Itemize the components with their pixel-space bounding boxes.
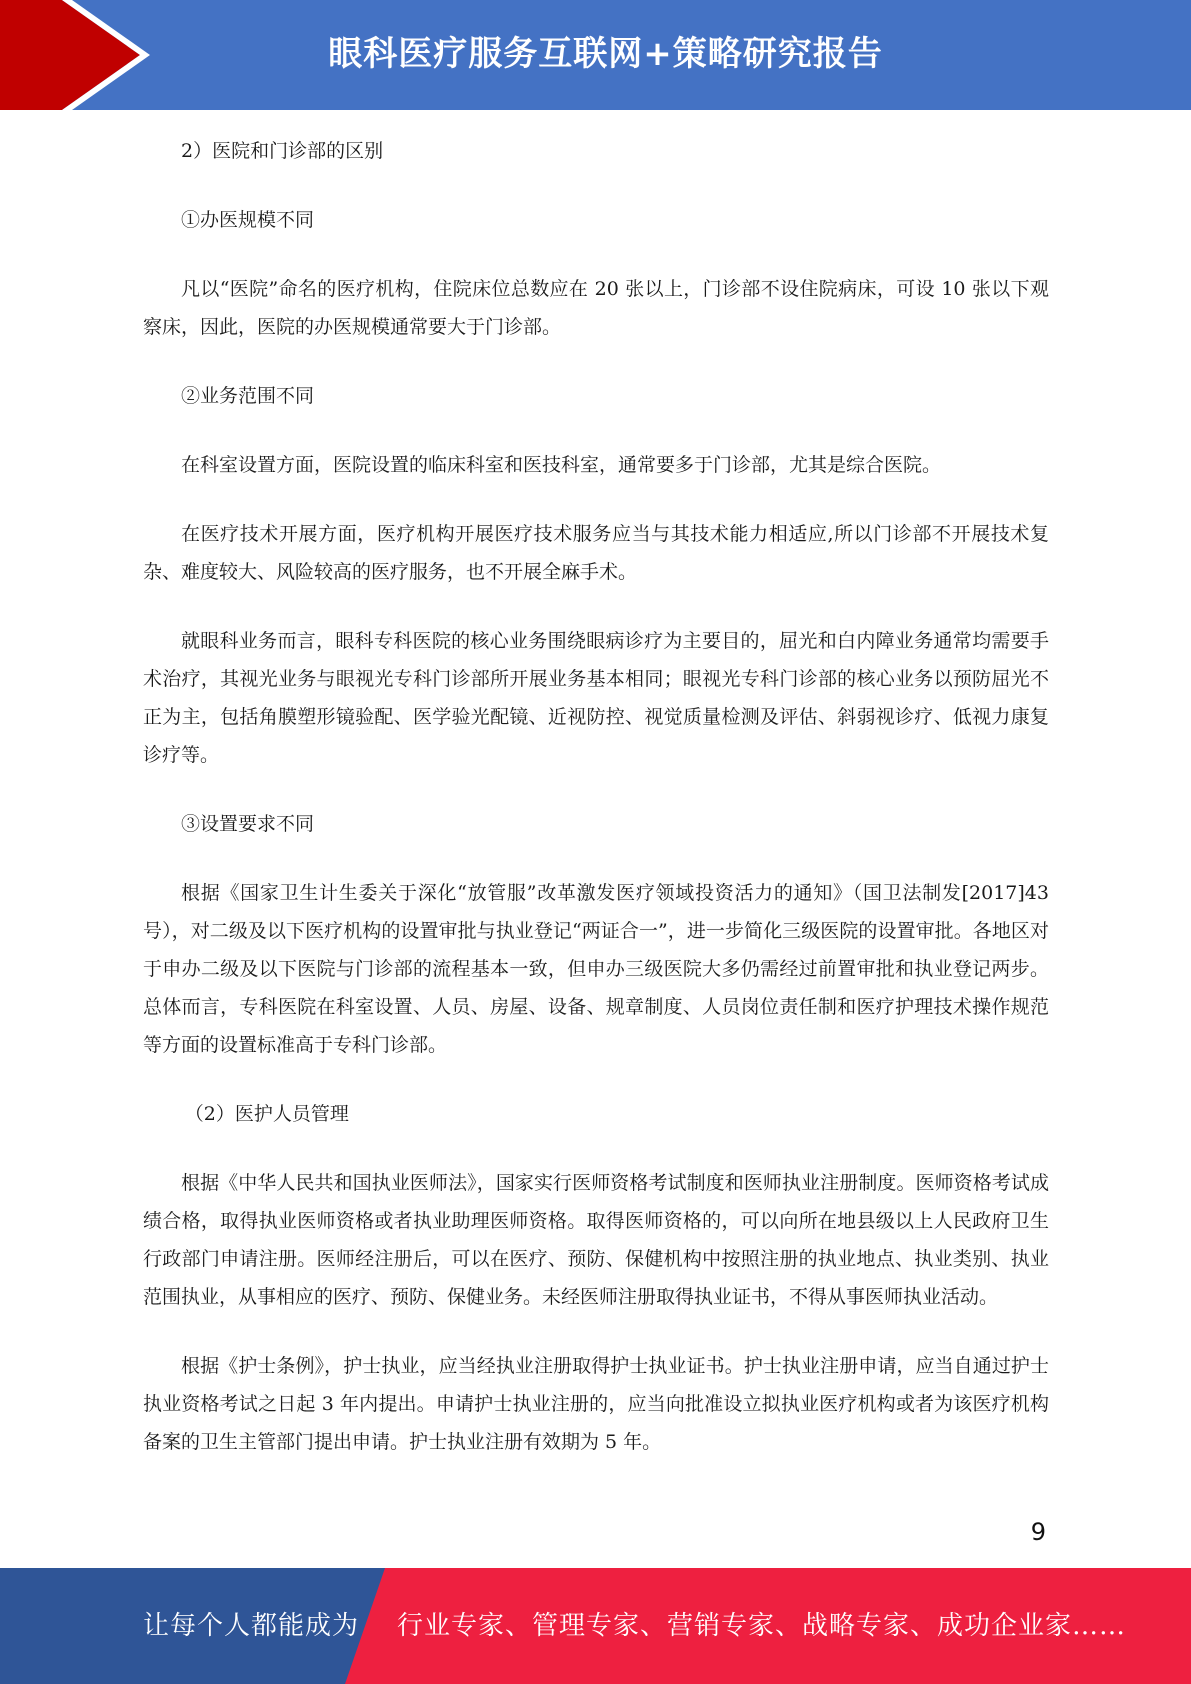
footer-slogan-left: 让每个人都能成为	[143, 1611, 360, 1641]
paragraph: 在科室设置方面，医院设置的临床科室和医技科室，通常要多于门诊部，尤其是综合医院。	[181, 454, 942, 476]
point-heading: ③设置要求不同	[181, 813, 315, 835]
page-footer	[0, 1568, 1191, 1684]
section-heading: （2）医护人员管理	[184, 1103, 349, 1125]
paragraph: 在医疗技术开展方面，医疗机构开展医疗技术服务应当与其技术能力相适应,所以门诊部不开展技术复杂、难度较大、风险较高的医疗服务，也不开展全麻手术。	[143, 523, 1049, 583]
document-body	[143, 132, 1049, 1492]
page-header	[0, 0, 1191, 110]
point-heading: ②业务范围不同	[181, 385, 315, 407]
paragraph: 根据《护士条例》，护士执业，应当经执业注册取得护士执业证书。护士执业注册申请，应当自通过护士执业资格考试之日起 3 年内提出。申请护士执业注册的，应当向批准设立拟执业医疗机构或者为该医疗机构备案的卫生主管部门提出申请。护士执业注册有效期为 5 年。	[143, 1355, 1049, 1453]
paragraph: 根据《国家卫生计生委关于深化“放管服”改革激发医疗领域投资活力的通知》（国卫法制发[2017]43 号），对二级及以下医疗机构的设置审批与执业登记“两证合一”，进一步简化三级医院的设置审批。各地区对于申办二级及以下医院与门诊部的流程基本一致，但申办三级医院大多仍需经过前置审批和执业登记两步。总体而言，专科医院在科室设置、人员、房屋、设备、规章制度、人员岗位责任制和医疗护理技术操作规范等方面的设置标准高于专科门诊部。	[143, 882, 1049, 1056]
page-number: 9	[1030, 1518, 1046, 1546]
paragraph: 就眼科业务而言，眼科专科医院的核心业务围绕眼病诊疗为主要目的，屈光和白内障业务通常均需要手术治疗，其视光业务与眼视光专科门诊部所开展业务基本相同；眼视光专科门诊部的核心业务以预防屈光不正为主，包括角膜塑形镜验配、医学验光配镜、近视防控、视觉质量检测及评估、斜弱视诊疗、低视力康复诊疗等。	[143, 630, 1049, 766]
subsection-heading: 2）医院和门诊部的区别	[181, 140, 384, 162]
footer-slogan-right: 行业专家、管理专家、营销专家、战略专家、成功企业家……	[397, 1611, 1127, 1641]
point-heading: ①办医规模不同	[181, 209, 315, 231]
paragraph: 凡以“医院”命名的医疗机构，住院床位总数应在 20 张以上，门诊部不设住院病床，可设 10 张以下观察床，因此，医院的办医规模通常要大于门诊部。	[143, 278, 1049, 338]
paragraph: 根据《中华人民共和国执业医师法》，国家实行医师资格考试制度和医师执业注册制度。医师资格考试成绩合格，取得执业医师资格或者执业助理医师资格。取得医师资格的，可以向所在地县级以上人民政府卫生行政部门申请注册。医师经注册后，可以在医疗、预防、保健机构中按照注册的执业地点、执业类别、执业范围执业，从事相应的医疗、预防、保健业务。未经医师注册取得执业证书，不得从事医师执业活动。	[143, 1172, 1049, 1308]
report-title: 眼科医疗服务互联网+策略研究报告	[328, 34, 883, 74]
